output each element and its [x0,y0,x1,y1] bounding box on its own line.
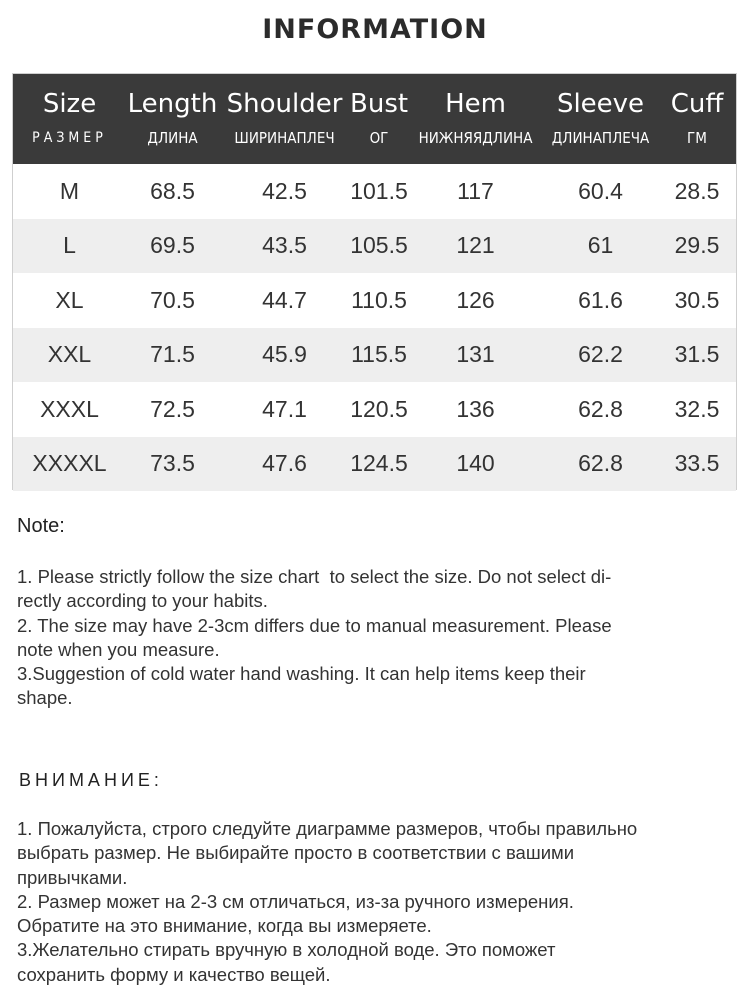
note-heading: Note: [17,515,65,537]
ru-note-line: привычками. [17,866,128,888]
page-title: INFORMATION [262,14,488,45]
header-sleeve: Sleeve ДЛИНАПЛЕЧА [551,89,650,147]
header-length: Length ДЛИНА [127,89,218,147]
note-line: shape. [17,687,73,709]
cell-cuff: 28.5 [674,177,720,204]
cell-length: 68.5 [150,177,195,204]
table-header-row [13,74,736,164]
note-line: 3.Suggestion of cold water hand washing. It can help items keep their [17,663,586,685]
table-row [13,328,736,383]
cell-sleeve: 62.8 [578,395,623,422]
cell-hem: 121 [456,232,495,259]
cell-sleeve: 61 [587,232,614,259]
cell-shoulder: 47.1 [262,395,307,422]
cell-size: XL [55,286,84,313]
ru-note-line: Обратите на это внимание, когда вы измеряете. [17,915,432,937]
cell-cuff: 33.5 [674,450,720,477]
table-row [13,273,736,328]
cell-cuff: 29.5 [674,232,720,259]
ru-note-line: сохранить форму и качество вещей. [17,963,331,985]
cell-sleeve: 62.8 [578,450,623,477]
size-chart-table [12,73,737,490]
cell-length: 69.5 [150,232,195,259]
table-row [13,437,736,492]
table-row [13,164,736,219]
cell-bust: 105.5 [350,232,408,259]
cell-length: 73.5 [150,450,195,477]
ru-note-text [17,817,737,987]
cell-cuff: 32.5 [674,395,720,422]
cell-shoulder: 42.5 [262,177,307,204]
note-text [17,565,732,711]
cell-hem: 126 [456,286,495,313]
ru-note-line: 1. Пожалуйста, строго следуйте диаграмме размеров, чтобы правильно [17,818,638,839]
cell-bust: 115.5 [351,341,407,368]
cell-size: XXXXL [32,450,107,477]
cell-hem: 140 [456,450,495,477]
table-row [13,219,736,274]
cell-size: XXXL [40,395,99,422]
cell-sleeve: 62.2 [578,341,623,368]
header-hem: Hem НИЖНЯЯДЛИНА [418,89,533,147]
ru-note-line: 3.Желательно стирать вручную в холодной воде. Это поможет [17,939,556,961]
cell-bust: 120.5 [350,395,408,422]
cell-sleeve: 61.6 [578,286,623,313]
ru-note-heading: ВНИМАНИЕ: [19,770,163,790]
cell-length: 71.5 [150,341,195,368]
header-bust: Bust ОГ [350,89,409,147]
ru-note-line: 2. Размер может на 2-3 см отличаться, из-за ручного измерения. [17,890,574,912]
cell-length: 72.5 [150,395,195,422]
note-line: 1. Please strictly follow the size chart to select the size. Do not select di- [17,566,612,587]
note-line: 2. The size may have 2-3cm differs due to manual measurement. Please [17,614,612,636]
cell-size: M [59,177,80,204]
cell-shoulder: 47.6 [262,450,307,477]
table-row [13,382,736,437]
cell-hem: 136 [456,395,495,422]
cell-shoulder: 45.9 [262,341,307,368]
header-size: Size РАЗМЕР [32,89,107,146]
cell-shoulder: 43.5 [262,232,307,259]
cell-cuff: 31.5 [674,341,720,368]
cell-hem: 117 [457,177,494,204]
cell-size: XXL [47,341,92,368]
cell-bust: 124.5 [350,450,408,477]
header-shoulder: Shoulder ШИРИНАПЛЕЧ [226,89,343,147]
cell-cuff: 30.5 [674,286,720,313]
cell-length: 70.5 [150,286,195,313]
cell-size: L [63,232,76,259]
cell-shoulder: 44.7 [262,286,307,313]
cell-sleeve: 60.4 [578,177,623,204]
note-line: note when you measure. [17,638,220,660]
note-line: rectly according to your habits. [17,590,268,612]
ru-note-line: выбрать размер. Не выбирайте просто в соответствии с вашими [17,842,575,864]
cell-hem: 131 [456,341,495,368]
header-cuff: Cuff ГМ [670,89,724,147]
cell-bust: 101.5 [350,177,408,204]
cell-bust: 110.5 [351,286,407,313]
